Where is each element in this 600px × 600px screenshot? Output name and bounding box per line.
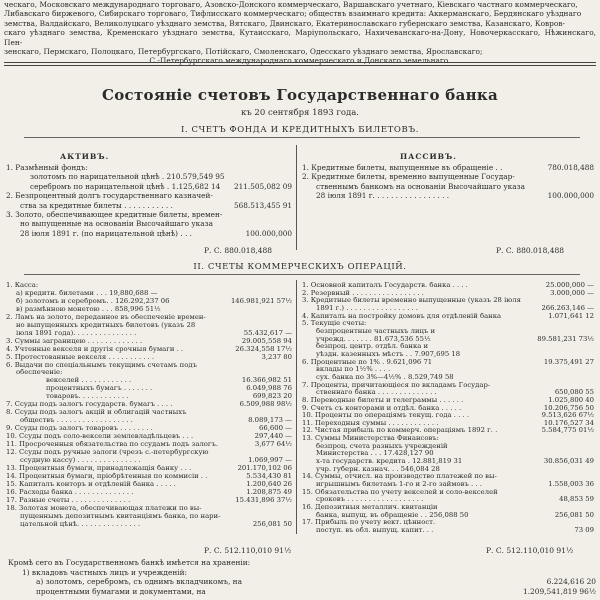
list-item: процентныхъ бумагъ . . . . . . . 6.049,988 76: [46, 384, 292, 393]
list-item: но выпущенные на основаніи Высочайшаго указа: [20, 219, 213, 229]
list-item: 1. Касса:: [6, 282, 39, 289]
list-item: 17. Прибыль по учету вект. цѣнност.: [302, 519, 436, 527]
list-item: 8. Ссуды подъ залогъ акцій и облигацій частныхъ: [6, 409, 187, 417]
list-item: 4. Капиталъ на постройку домовъ для отдѣленій банка 1.071,641 12: [302, 311, 594, 320]
list-item: х-та государств. кредита . 12.881,819 31 30.856,031 49: [316, 457, 594, 466]
list-item: 9. Счетъ съ конторами и отдѣл. банка . . . . . 10.206,756 50: [302, 403, 594, 412]
list-item: безпроц. счета разныхъ учрежденій: [316, 442, 448, 450]
list-item: банка, выпущ. въ обращеніе . . 256,088 50 256,081 50: [316, 510, 594, 519]
list-item: Кромѣ сего въ Государственномъ банкѣ имѣется на храненіи:: [8, 558, 251, 567]
section-1-title: I. СЧЕТЪ ФОНДА И КРЕДИТНЫХЪ БИЛЕТОВЪ.: [180, 125, 420, 135]
list-item: 11. Переходныя суммы . . . . . . . . . . . . 10.176,527 34: [302, 418, 594, 427]
list-item: учр. губерн. казнач. . . 546,084 28: [316, 465, 440, 473]
intro-line: скаго уѣзднаго земства, Кременскаго уѣзднаго земства, Кутаисскаго, Маріупольскаго, Нахичеванскаго-на-Дону, Новочеркасскаго, Нѣжинскаго, Пен-: [4, 28, 596, 47]
list-item: 2. Ламъ на золото, переданное въ обеспеченіе времен-: [6, 313, 206, 321]
section-2-passive-list: [302, 282, 594, 535]
list-item: 11. Просроченныя обязательства по ссудамъ подъ залогъ. 3,677 64½: [6, 440, 292, 449]
list-item: Министерства . . . 17.428,127 90: [316, 450, 434, 458]
list-item: цательной цѣнѣ. . . . . . . . . . . . . . . 256,081 50: [20, 519, 292, 528]
list-item: 28 іюля 1891 г. . . . . . . . . . . . . . . . . 100.000,000: [316, 191, 594, 201]
page-title: Состояніе счетовъ Государственнаго банка: [101, 86, 499, 104]
intro-line: С.-Петербургскаго международнаго коммерческаго и Донскаго земельнаго.: [149, 56, 451, 66]
list-item: а) золотомъ, серебромъ, съ однимъ вкладчикомъ, на 6.224,616 20: [36, 577, 596, 587]
list-item: 2. Резервный . . . . . . . . . . . . . . . . . 3.000,000 —: [302, 288, 594, 297]
active-heading: АКТИВЪ.: [60, 152, 110, 161]
list-item: товаровъ. . . . . . . . . . . . 699,823 20: [46, 392, 292, 401]
list-item: 10. Проценты по операціямъ текущ. года . . . . 9.513,626 67½: [302, 411, 594, 420]
list-item: 1. Размѣнный фондъ:: [6, 163, 88, 172]
list-item: но выпущенныхъ кредитныхъ билетовъ (указъ 28: [16, 321, 196, 329]
section-1-active-total: Р. С. 880.018,488: [204, 246, 273, 255]
list-item: золотомъ по нарицательной цѣнѣ . 210.579,549 95: [30, 172, 225, 182]
list-item: 18. Золотая монета, обеспечивающая платежи по вы-: [6, 504, 202, 512]
list-item: 7. Проценты, причитающіеся по вкладамъ Государ-: [302, 381, 491, 389]
list-item: пущеннымъ депозитнымъ квитанціямъ банка, по нари-: [20, 512, 221, 520]
list-item: 7. Ссуды подъ залогъ государств. бумагъ . . . . 6.509,988 98½: [6, 400, 292, 409]
list-item: безпроцентные частныхъ лицъ и: [316, 327, 436, 335]
list-item: 9. Ссуды подъ залогъ товаровъ . . . . . . . . 66,600 —: [6, 424, 292, 433]
list-item: 5. Протестованные векселя . . . . . . . . . . . 3,237 80: [6, 352, 292, 361]
list-item: 15. Обязательства по учету векселей и соло-векселей: [302, 488, 498, 496]
list-item: ссудную кассу) . . . . . . . . . . . . . . . 1.069,997 —: [20, 455, 292, 464]
list-item: 13. Процентныя бумаги, принадлежащія банку . . . 201.170,102 06: [6, 463, 292, 472]
list-item: ства за кредитные билеты . . . . . . . . . . . 568.513,455 91: [20, 200, 292, 210]
intro-line: Либавскаго биржевого, Сибирскаго торговаго, Тифлисскаго коммерческаго; общеcтвъ взаимнаго кредита: Аккерманскаго, Бердянскаго уѣзднаго: [4, 9, 582, 19]
list-item: 6. Выдачи по спеціальнымъ текущимъ счетамъ подъ: [6, 361, 197, 369]
list-item: сроковъ . . . . . . . . . . . . . . . . . . 48,853 59: [316, 495, 594, 504]
list-item: 5. Текущіе счеты:: [302, 320, 367, 328]
list-item: игрышнымъ билетамъ 1-го и 2-го займовъ . . . 1.558,003 36: [316, 480, 594, 489]
date-line: къ 20 сентября 1893 года.: [241, 108, 359, 118]
section-2-rule: [24, 274, 580, 275]
list-item: поступ. въ обл. выпущ. капит. . . 73 09: [316, 526, 594, 534]
section-1-column-divider: [296, 145, 297, 250]
list-item: 2. Безпроцентный долгъ государственнаго казначей-: [6, 191, 213, 201]
divider-rule: [4, 62, 596, 63]
intro-line: зенскаго, Пермскаго, Полоцкаго, Петербургскаго, Потійскаго, Смоленскаго, Одесскаго уѣзднаго земства, Ярославскаго;: [4, 47, 483, 57]
storage-note: [8, 558, 596, 596]
list-item: векселей . . . . . . . . . . . . 16.366,982 51: [46, 376, 292, 385]
list-item: 3. Золото, обеспечивающее кредитные билеты, времен-: [6, 210, 223, 220]
list-item: сух. банка по 3%—4½% . 8.529,749 58: [316, 373, 454, 381]
list-item: 10. Ссуды подъ соло-вексели землевладѣльцевъ . . . 297,440 —: [6, 432, 292, 441]
list-item: 17. Разные счеты . . . . . . . . . . . . . . 15.431,896 37½: [6, 495, 292, 504]
list-item: 3. Кредитные билеты временно выпущенные (указъ 28 іюля: [302, 297, 521, 305]
list-item: 16. Депозитныя металлич. квитанціи: [302, 504, 438, 512]
intro-paragraph: [4, 0, 596, 66]
intro-line: ческаго, Московскаго международнаго торговаго, Азовско-Донского коммерческаго, Варшавскаго учетнаго, Кіевскаго частнаго коммерческаго,: [4, 0, 578, 9]
section-1-rule: [24, 137, 580, 138]
list-item: а) кредитн. билетами . . . 19,880,688 —: [16, 289, 158, 297]
list-item: ственнымъ банкомъ на основаніи Высочайшаго указа: [316, 181, 525, 191]
list-item: 1891 г.) . . . . . . . . . . . . . . . . . 266.263,146 —: [316, 303, 594, 312]
list-item: 3. Суммы заграницею . . . . . . . . . . . . . 29.005,558 94: [6, 336, 292, 345]
list-item: уѣздн. казенныхъ мѣстъ . . 7.907,695 18: [316, 350, 461, 358]
list-item: вклады по 1½% . . . .: [316, 366, 391, 374]
list-item: 1. Основной капиталъ Государств. банка . . . . 25.000,000 —: [302, 281, 594, 289]
list-item: 14. Процентныя бумаги, пріобрѣтенныя по коммисіи . . 5.534,430 81: [6, 471, 292, 480]
list-item: обществъ . . . . . . . . . . . . . . . . . . 8.089,173 —: [20, 416, 292, 425]
list-item: обеспеченіе:: [16, 369, 63, 377]
section-1-active-list: [6, 163, 292, 238]
list-item: 15. Капиталъ конторъ и отдѣленій банка . . . . . 1.200,640 26: [6, 479, 292, 488]
list-item: 4. Учтенные векселя и другія срочныя бумаги . . 26.324,558 17½: [6, 344, 292, 353]
list-item: 28 іюля 1891 г. (по нарицательной цѣнѣ) . . . 100.000,000: [20, 228, 292, 238]
section-1-passive-total: Р. С. 880.018,488: [496, 246, 565, 255]
section-2-column-divider: [296, 280, 297, 534]
divider-rule: [4, 65, 596, 66]
section-2-active-list: [6, 282, 292, 529]
section-2-title: II. СЧЕТЫ КОММЕРЧЕСКИХЪ ОПЕРАЦІЙ.: [193, 262, 407, 272]
section-2-active-total: Р. С. 512.110,010 91½: [204, 546, 292, 555]
list-item: 2. Кредитные билеты, временно выпущенные Государ-: [302, 172, 515, 182]
list-item: в) размѣнною монетою . . . 858,996 51½: [16, 305, 161, 313]
list-item: ственнаго банка . . . . . . . . . . . . . . 650,080 55: [316, 388, 594, 397]
intro-line: земства, Валдайскаго, Великолуцкаго уѣзднаго земства, Вятскаго, Двинскаго, Екатеринославскаго губернскаго земства, Казанскаго, Ковров-: [4, 18, 566, 28]
list-item: серебромъ по нарицательной цѣнѣ . 1.125,682 14 211.505,082 09: [30, 181, 292, 191]
list-item: іюля 1891 года). . . . . . . . . . . . . . . 55.432,617 —: [16, 328, 292, 337]
list-item: 12. Ссуды подъ ручные залоги (чрезъ с.-петербургскую: [6, 449, 209, 457]
list-item: процентными бумагами и документами, на 1.209,541,819 96½: [36, 586, 596, 596]
list-item: 13. Суммы Министерства Финансовъ:: [302, 435, 439, 443]
list-item: 14. Суммы, отчисл. на производство платежей по вы-: [302, 473, 497, 481]
section-2-passive-total: Р. С. 512.110,010 91½: [486, 546, 574, 555]
list-item: б) золотомъ и серебромъ. . 126.292,237 06 146.981,921 57½: [16, 296, 292, 305]
list-item: 6. Процентные по 1% . 9.621,096 71 19.375,491 27: [302, 357, 594, 366]
list-item: учрежд. . . . . . . 81.673,536 55½ 89.581,231 73½: [316, 334, 594, 343]
passive-heading: ПАССИВЪ.: [400, 152, 457, 161]
list-item: 12. Чистая прибыль по коммерч. операціямъ 1892 г. . 5.584,775 01½: [302, 426, 594, 435]
section-1-passive-list: [302, 163, 594, 201]
list-item: 1) вкладовъ частныхъ лицъ и учрежденій:: [22, 567, 188, 577]
list-item: безпроц. центр. отдѣл. банка и: [316, 343, 429, 351]
list-item: 16. Расходы банка . . . . . . . . . . . . . . 1.208,875 49: [6, 487, 292, 496]
list-item: 1. Кредитные билеты, выпущенные въ обращеніе . . 780.018,488: [302, 163, 594, 172]
list-item: 8. Переводные билеты и телеграммы . . . . . . 1.025,800 40: [302, 395, 594, 404]
